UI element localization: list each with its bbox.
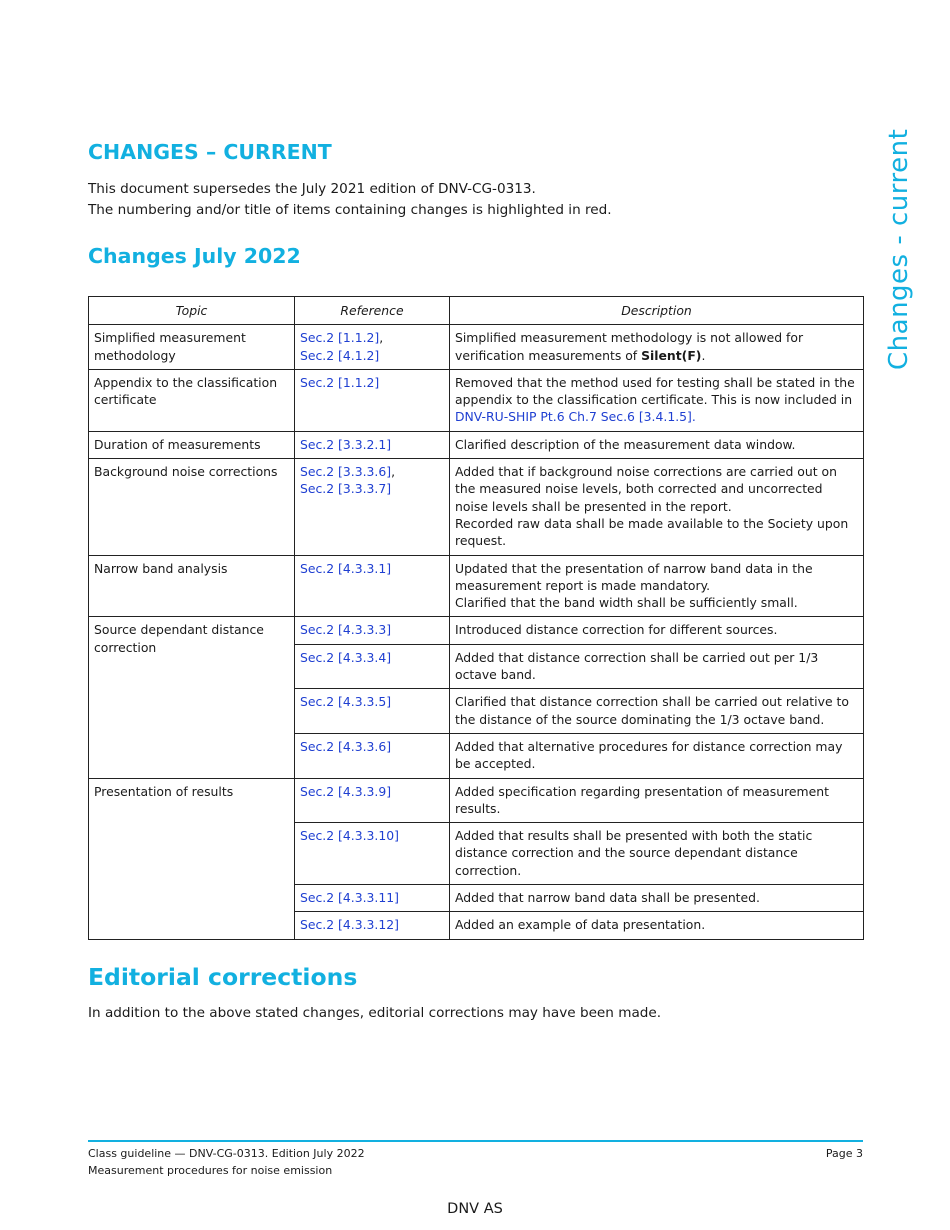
changes-table: [88, 296, 864, 940]
reference-link[interactable]: Sec.2 [4.3.3.12]: [300, 917, 399, 933]
column-header-reference: Reference: [295, 297, 450, 325]
reference-cell: [295, 617, 450, 644]
section-heading-editorial-corrections: Editorial corrections: [88, 963, 358, 991]
table-row: [89, 325, 864, 370]
table-row: [89, 459, 864, 555]
notation-silent-f: Silent(F): [641, 347, 702, 363]
reference-cell: [295, 369, 450, 431]
column-header-description: Description: [450, 297, 864, 325]
column-header-topic: Topic: [89, 297, 295, 325]
reference-link[interactable]: Sec.2 [4.3.3.9]: [300, 783, 392, 799]
reference-link[interactable]: Sec.2 [3.3.3.6]: [300, 464, 392, 480]
reference-link[interactable]: Sec.2 [3.3.2.1]: [300, 436, 392, 452]
intro-line: The numbering and/or title of items containing changes is highlighted in red.: [88, 202, 612, 218]
description-cell: Clarified that distance correction shall be carried out relative to the distance of the source dominating the 1/3 octave band.: [450, 689, 864, 734]
page-number: Page 3: [825, 1147, 863, 1160]
reference-link[interactable]: Sec.2 [4.3.3.3]: [300, 622, 392, 638]
reference-cell: [295, 644, 450, 689]
reference-link[interactable]: Sec.2 [1.1.2]: [300, 330, 380, 346]
reference-link[interactable]: Sec.2 [4.3.3.1]: [300, 560, 392, 576]
description-cell: Updated that the presentation of narrow band data in the measurement report is made mandatory. Clarified that the band width shall be sufficiently small.: [450, 555, 864, 617]
reference-link[interactable]: Sec.2 [4.3.3.4]: [300, 649, 392, 665]
company-name: DNV AS: [447, 1201, 503, 1217]
section-heading-changes-july-2022: Changes July 2022: [88, 244, 301, 268]
reference-link[interactable]: Sec.2 [4.3.3.10]: [300, 828, 399, 844]
topic-cell: Presentation of results: [89, 778, 295, 939]
reference-cell: [295, 778, 450, 823]
description-cell: Added that narrow band data shall be presented.: [450, 885, 864, 912]
reference-link[interactable]: Sec.2 [4.3.3.11]: [300, 890, 399, 906]
reference-cell: [295, 431, 450, 458]
topic-cell: Background noise corrections: [89, 459, 295, 555]
reference-link[interactable]: Sec.2 [4.3.3.5]: [300, 694, 392, 710]
table-row: [89, 617, 864, 644]
description-cell: Introduced distance correction for different sources.: [450, 617, 864, 644]
reference-cell: [295, 733, 450, 778]
intro-line: This document supersedes the July 2021 edition of DNV-CG-0313.: [88, 181, 536, 197]
table-row: [89, 555, 864, 617]
table-row: [89, 431, 864, 458]
topic-cell: Narrow band analysis: [89, 555, 295, 617]
reference-link[interactable]: Sec.2 [4.3.3.6]: [300, 738, 392, 754]
rule-reference-link[interactable]: DNV-RU-SHIP Pt.6 Ch.7 Sec.6 [3.4.1.5]: [455, 409, 692, 425]
section-heading-changes-current: CHANGES – CURRENT: [88, 140, 332, 164]
description-cell: Added an example of data presentation.: [450, 912, 864, 939]
topic-cell: Appendix to the classification certificate: [89, 369, 295, 431]
description-cell: Added that if background noise corrections are carried out on the measured noise levels, both corrected and uncorrected noise levels shall be presented in the report. Recorded raw data shall be made available to the Society upon request.: [450, 459, 864, 555]
description-cell: Added that alternative procedures for distance correction may be accepted.: [450, 733, 864, 778]
intro-text: [88, 179, 788, 221]
reference-cell: [295, 823, 450, 885]
topic-cell: Duration of measurements: [89, 431, 295, 458]
footer-divider: [88, 1140, 863, 1142]
topic-cell: Source dependant distance correction: [89, 617, 295, 778]
reference-cell: Sec.2 [3.3.3.6], Sec.2 [3.3.3.7]: [295, 459, 450, 555]
table-header-row: [89, 297, 864, 325]
footer-document-title: Class guideline — DNV-CG-0313. Edition July 2022: [88, 1147, 365, 1160]
reference-link[interactable]: Sec.2 [1.1.2]: [300, 374, 380, 390]
table-row: [89, 369, 864, 431]
topic-cell: Simplified measurement methodology: [89, 325, 295, 370]
page-footer: [88, 1145, 863, 1179]
description-cell: Added that distance correction shall be carried out per 1/3 octave band.: [450, 644, 864, 689]
reference-cell: Sec.2 [1.1.2], Sec.2 [4.1.2]: [295, 325, 450, 370]
editorial-text: In addition to the above stated changes, editorial corrections may have been made.: [88, 1005, 662, 1021]
description-cell: Added that results shall be presented with both the static distance correction and the source dependant distance correction.: [450, 823, 864, 885]
description-cell: Added specification regarding presentation of measurement results.: [450, 778, 864, 823]
footer-document-subtitle: Measurement procedures for noise emission: [88, 1164, 333, 1177]
side-margin-label: Changes - current: [884, 128, 914, 370]
reference-cell: [295, 912, 450, 939]
reference-cell: [295, 689, 450, 734]
reference-cell: [295, 555, 450, 617]
description-cell: Clarified description of the measurement data window.: [450, 431, 864, 458]
reference-cell: [295, 885, 450, 912]
description-cell: Removed that the method used for testing shall be stated in the appendix to the classification certificate. This is now included in DNV-RU-SHIP Pt.6 Ch.7 Sec.6 [3.4.1.5].: [450, 369, 864, 431]
table-row: [89, 778, 864, 823]
reference-link[interactable]: Sec.2 [4.1.2]: [300, 347, 380, 363]
description-cell: Simplified measurement methodology is not allowed for verification measurements of Silent(F).: [450, 325, 864, 370]
reference-link[interactable]: Sec.2 [3.3.3.7]: [300, 481, 392, 497]
